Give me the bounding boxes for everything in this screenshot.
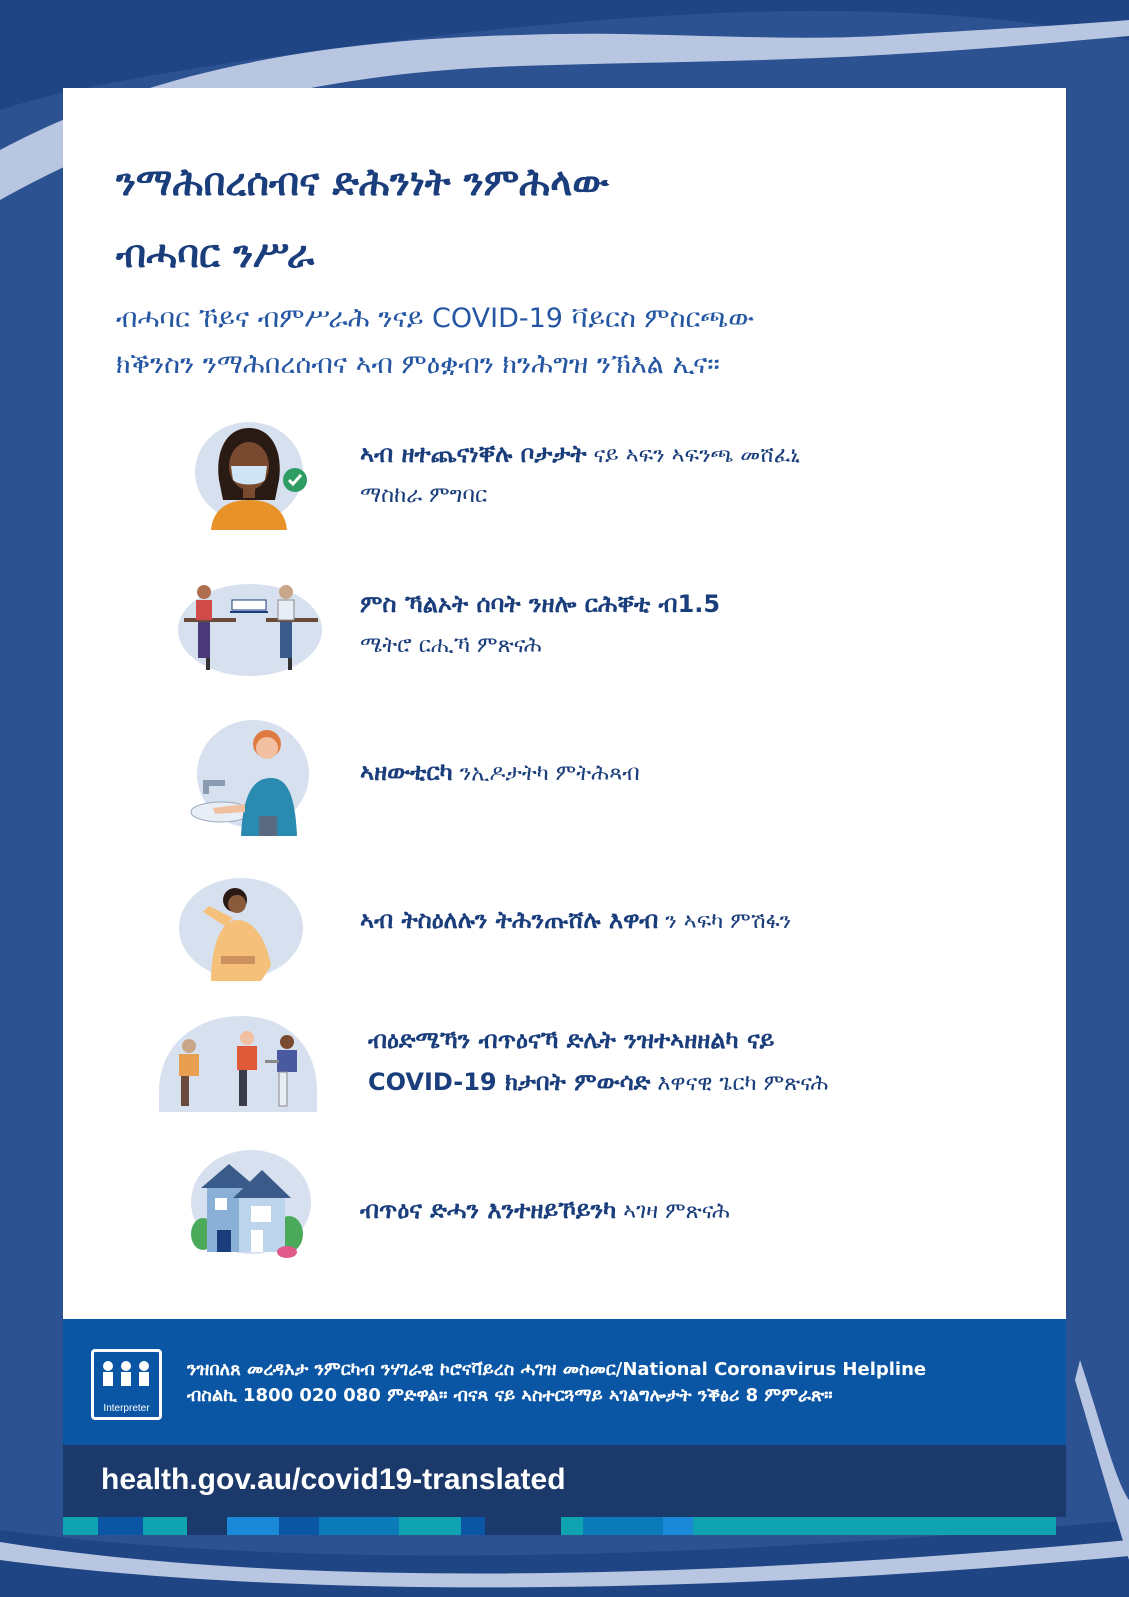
item-5-bold: ብዕድሜኻን ብጥዕናኻ ድሌት ንዝተኣዘዘልካ ናይ [368, 1026, 775, 1054]
house-icon [189, 1146, 314, 1261]
item-5-line-2: እዋናዊ ጌርካ ምጽናሕ [650, 1071, 829, 1096]
intro-line-1: ብሓባር ኾይና ብምሥራሕ ንናይ COVID-19 ቫይርስ ምስርጫው [116, 303, 755, 334]
item-3-bold: ኣዘውቲርካ [360, 758, 453, 786]
item-6-text: ኣገዛ ምጽናሕ [616, 1199, 730, 1224]
item-6-bold: ብጥዕና ድሓን እንተዘይኾይንካ [360, 1196, 617, 1224]
helpline-text [187, 1357, 926, 1409]
intro-line-2: ክቕንስን ንማሕበረሰብና ኣብ ምዕቋብን ክንሕግዝ ንኽእል ኢና። [116, 349, 720, 380]
item-1-bold: ኣብ ዘተጨናነቐሉ ቦታታት [360, 440, 587, 468]
info-card [63, 88, 1066, 1319]
vaccination-icon [159, 1012, 319, 1112]
interpreter-icon [91, 1349, 162, 1420]
title-line-2: ብሓባር ንሥራ [116, 232, 315, 276]
helpline-line-1: ንዝበለጸ መረዳእታ ንምርካብ ንሃገራዊ ኮሮናቫይረስ ሓገዝ መስመር/National Coronavirus Helpline [187, 1359, 927, 1380]
cough-elbow-icon [175, 876, 305, 981]
item-1-text: ናይ ኣፍን ኣፍንጫ መሸፈኒ [586, 443, 800, 468]
item-4-bold: ኣብ ትስዕለሉን ትሕንጡሸሉ እዋብ [360, 906, 659, 934]
social-distance-icon [168, 570, 323, 680]
helpline-line-2: ብስልኪ 1800 020 080 ምድዋል። ብናጻ ናይ ኣስተርጓማይ ኣገልግሎታት ንቕፅሪ 8 ምምራጽ። [187, 1385, 833, 1406]
intro-text [116, 296, 1016, 388]
face-mask-icon [191, 420, 311, 530]
item-4-text: ን ኣፍካ ምሽፋን [658, 909, 792, 934]
item-1-line-2: ማስከራ ምግባር [360, 483, 488, 508]
page-title [116, 146, 1016, 290]
website-link[interactable]: health.gov.au/covid19-translated [101, 1463, 566, 1496]
item-3-text: ንኢዶታትካ ምትሕጻብ [452, 761, 640, 786]
item-5-line-2-bold: COVID-19 ክታበት ምውሳድ [368, 1068, 651, 1096]
item-2-bold: ምስ ኻልኦት ሰባት ንዘሎ ርሕቐቲ ብ1.5 [360, 590, 721, 618]
color-stripe [63, 1517, 1066, 1535]
helpline-bar [63, 1319, 1066, 1445]
interpreter-label: Interpreter [103, 1403, 150, 1414]
hand-washing-icon [183, 716, 313, 836]
item-2-line-2: ሜትሮ ርሒኻ ምጽናሕ [360, 633, 542, 658]
title-line-1: ንማሕበረሰብና ድሕንነት ንምሕላው [116, 160, 609, 204]
url-bar [63, 1445, 1066, 1517]
